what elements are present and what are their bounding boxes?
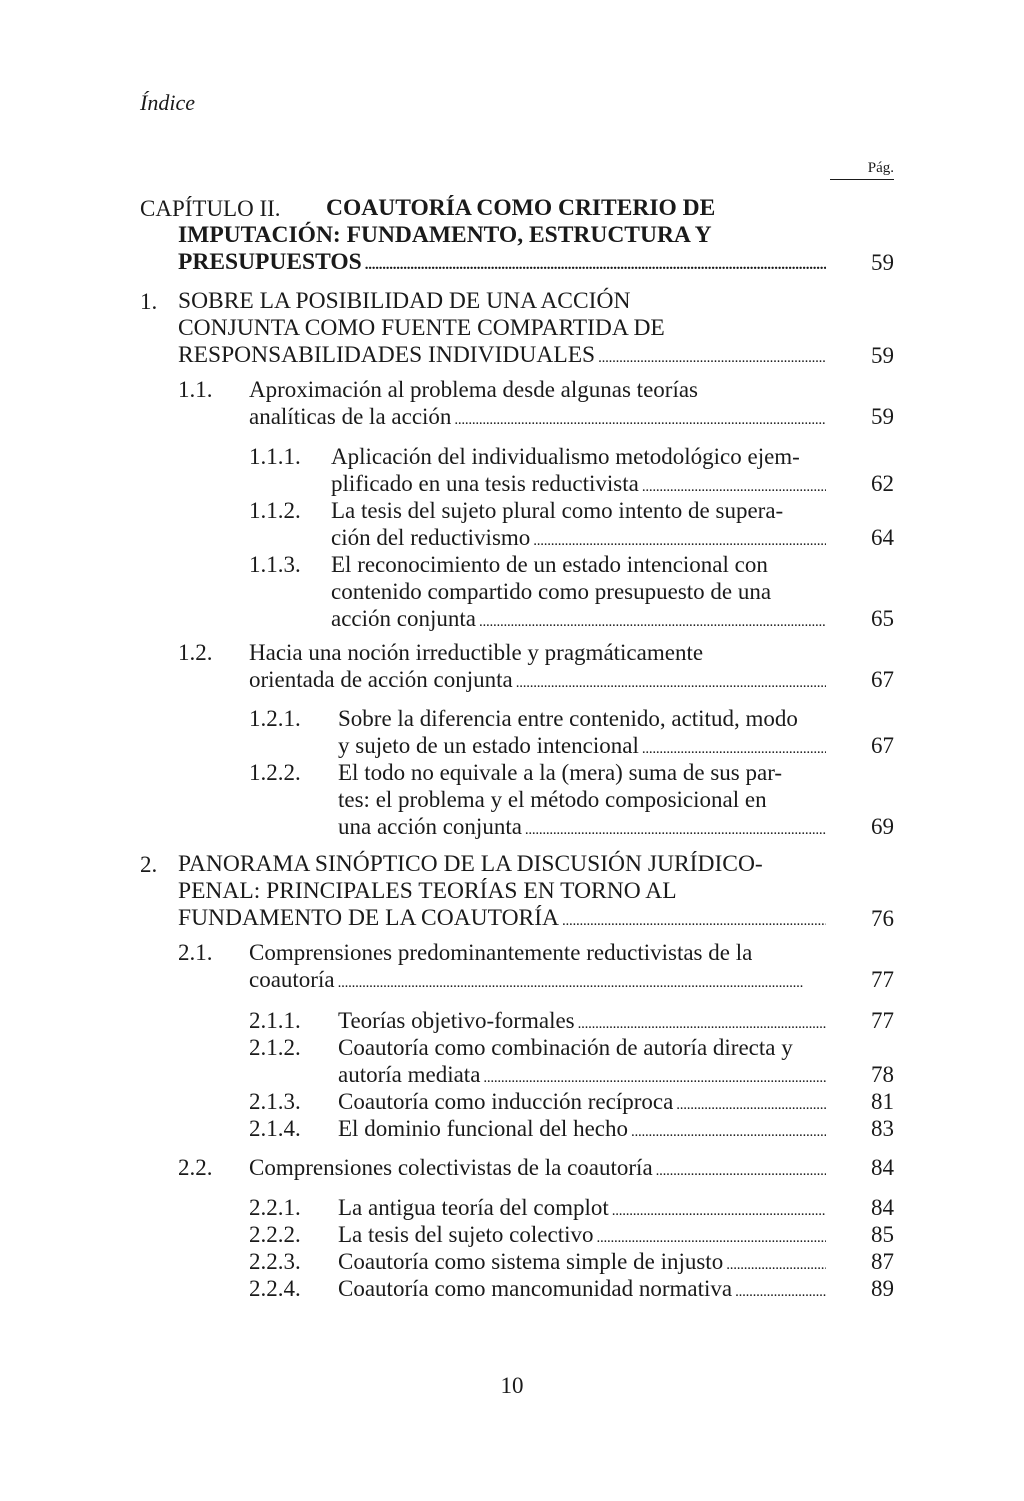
toc-number: 2. — [140, 852, 158, 877]
toc-last-line: Coautoría como inducción recíproca . . . — [338, 1088, 828, 1119]
toc-page-number: 59 — [871, 343, 894, 368]
toc-number: 2.2.3. — [249, 1249, 301, 1274]
toc-line: PANORAMA SINÓPTICO DE LA DISCUSIÓN JURÍDICO- — [178, 851, 763, 877]
toc-number: 2.1.3. — [249, 1089, 301, 1114]
toc-entry — [331, 443, 828, 501]
toc-page-number: 67 — [871, 733, 894, 758]
toc-page-number: 59 — [871, 250, 894, 275]
toc-number: 1.2.2. — [249, 760, 301, 785]
toc-page-number: 89 — [871, 1276, 894, 1301]
toc-last-line: acción conjunta . . . — [331, 605, 828, 636]
toc-entry — [331, 497, 828, 555]
toc-last-line: La antigua teoría del complot . . . — [338, 1194, 828, 1225]
toc-last-line: plificado en una tesis reductivista . . . — [331, 470, 828, 501]
toc-line: Aplicación del individualismo metodológico ejem- — [331, 444, 800, 469]
toc-page-number: 84 — [871, 1155, 894, 1180]
toc-number: 2.2.4. — [249, 1276, 301, 1301]
page-column-label: Pág. — [830, 160, 894, 180]
toc-number: 1.2. — [178, 640, 213, 665]
toc-page-number: 77 — [871, 967, 894, 992]
toc-entry — [338, 705, 828, 763]
toc-number: 1.1.2. — [249, 498, 301, 523]
toc-entry — [338, 1275, 828, 1306]
toc-entry — [249, 1154, 828, 1185]
chapter-title — [178, 195, 828, 279]
toc-number: 1.1.3. — [249, 552, 301, 577]
toc-page-number: 69 — [871, 814, 894, 839]
toc-page-number: 65 — [871, 606, 894, 631]
chapter-prefix: CAPÍTULO II. — [140, 196, 281, 221]
toc-line: IMPUTACIÓN: FUNDAMENTO, ESTRUCTURA Y — [178, 222, 712, 248]
toc-line: COAUTORÍA COMO CRITERIO DE — [326, 195, 716, 221]
toc-entry — [178, 288, 828, 372]
toc-page-number: 83 — [871, 1116, 894, 1141]
toc-page-number: 76 — [871, 906, 894, 931]
toc-entry — [338, 1115, 828, 1146]
toc-page-number: 78 — [871, 1062, 894, 1087]
toc-line: Hacia una noción irreductible y pragmáticamente — [249, 640, 704, 665]
toc-page-number: 87 — [871, 1249, 894, 1274]
toc-page-number: 67 — [871, 667, 894, 692]
toc-page-number: 59 — [871, 404, 894, 429]
toc-page-number: 62 — [871, 471, 894, 496]
toc-last-line: orientada de acción conjunta . . . — [249, 666, 828, 697]
toc-last-line: El dominio funcional del hecho . . . — [338, 1115, 828, 1146]
toc-number: 2.1.2. — [249, 1035, 301, 1060]
toc-entry — [331, 551, 828, 636]
toc-entry — [178, 851, 828, 935]
toc-number: 2.2.2. — [249, 1222, 301, 1247]
toc-last-line: Coautoría como mancomunidad normativa . . . — [338, 1275, 828, 1306]
toc-line: El reconocimiento de un estado intencional con — [331, 552, 768, 577]
toc-number: 1.1.1. — [249, 444, 301, 469]
toc-entry — [249, 939, 828, 997]
toc-entry — [338, 759, 828, 844]
toc-line: PENAL: PRINCIPALES TEORÍAS EN TORNO AL — [178, 878, 677, 904]
toc-line: El todo no equivale a la (mera) suma de sus par- — [338, 760, 783, 785]
toc-last-line: y sujeto de un estado intencional . . . — [338, 732, 828, 763]
toc-line: tes: el problema y el método composicional en — [338, 787, 767, 812]
toc-page-number: 64 — [871, 525, 894, 550]
toc-entry — [249, 639, 828, 697]
toc-number: 1. — [140, 289, 158, 314]
toc-number: 2.2.1. — [249, 1195, 301, 1220]
toc-last-line: FUNDAMENTO DE LA COAUTORÍA . . . — [178, 905, 828, 935]
toc-page-number: 85 — [871, 1222, 894, 1247]
toc-last-line: analíticas de la acción . . . — [249, 403, 828, 434]
toc-number: 1.1. — [178, 377, 213, 402]
toc-number: 2.1.4. — [249, 1116, 301, 1141]
toc-line: SOBRE LA POSIBILIDAD DE UNA ACCIÓN — [178, 288, 631, 314]
toc-last-line: una acción conjunta . . . — [338, 813, 828, 844]
toc-number: 2.1.1. — [249, 1008, 301, 1033]
toc-last-line: PRESUPUESTOS . . . — [178, 249, 828, 279]
toc-line: La tesis del sujeto plural como intento de supera- — [331, 498, 784, 523]
toc-last-line: autoría mediata . . . — [338, 1061, 828, 1092]
running-head: Índice — [140, 90, 195, 115]
toc-line: Comprensiones predominantemente reductivistas de la — [249, 940, 753, 965]
toc-page-number: 81 — [871, 1089, 894, 1114]
toc-page-number: 77 — [871, 1008, 894, 1033]
toc-number: 2.1. — [178, 940, 213, 965]
toc-number: 2.2. — [178, 1155, 213, 1180]
toc-page-number: 84 — [871, 1195, 894, 1220]
toc-last-line: ción del reductivismo . . . — [331, 524, 828, 555]
toc-last-line: RESPONSABILIDADES INDIVIDUALES . . . — [178, 342, 828, 372]
toc-line: contenido compartido como presupuesto de una — [331, 579, 772, 604]
toc-last-line: Teorías objetivo-formales . . . — [338, 1007, 828, 1038]
toc-last-line: coautoría . . . — [249, 966, 828, 997]
toc-line: Sobre la diferencia entre contenido, actitud, modo — [338, 706, 798, 731]
toc-line: Coautoría como combinación de autoría directa y — [338, 1035, 793, 1060]
toc-last-line: La tesis del sujeto colectivo . . . — [338, 1221, 828, 1252]
page-number: 10 — [500, 1373, 524, 1398]
toc-entry — [249, 376, 828, 434]
toc-number: 1.2.1. — [249, 706, 301, 731]
toc-entry — [338, 1034, 828, 1092]
toc-last-line: Coautoría como sistema simple de injusto . . . — [338, 1248, 828, 1279]
toc-line: CONJUNTA COMO FUENTE COMPARTIDA DE — [178, 315, 665, 341]
toc-last-line: Comprensiones colectivistas de la coautoría . . . — [249, 1154, 828, 1185]
toc-line: Aproximación al problema desde algunas teorías — [249, 377, 698, 402]
